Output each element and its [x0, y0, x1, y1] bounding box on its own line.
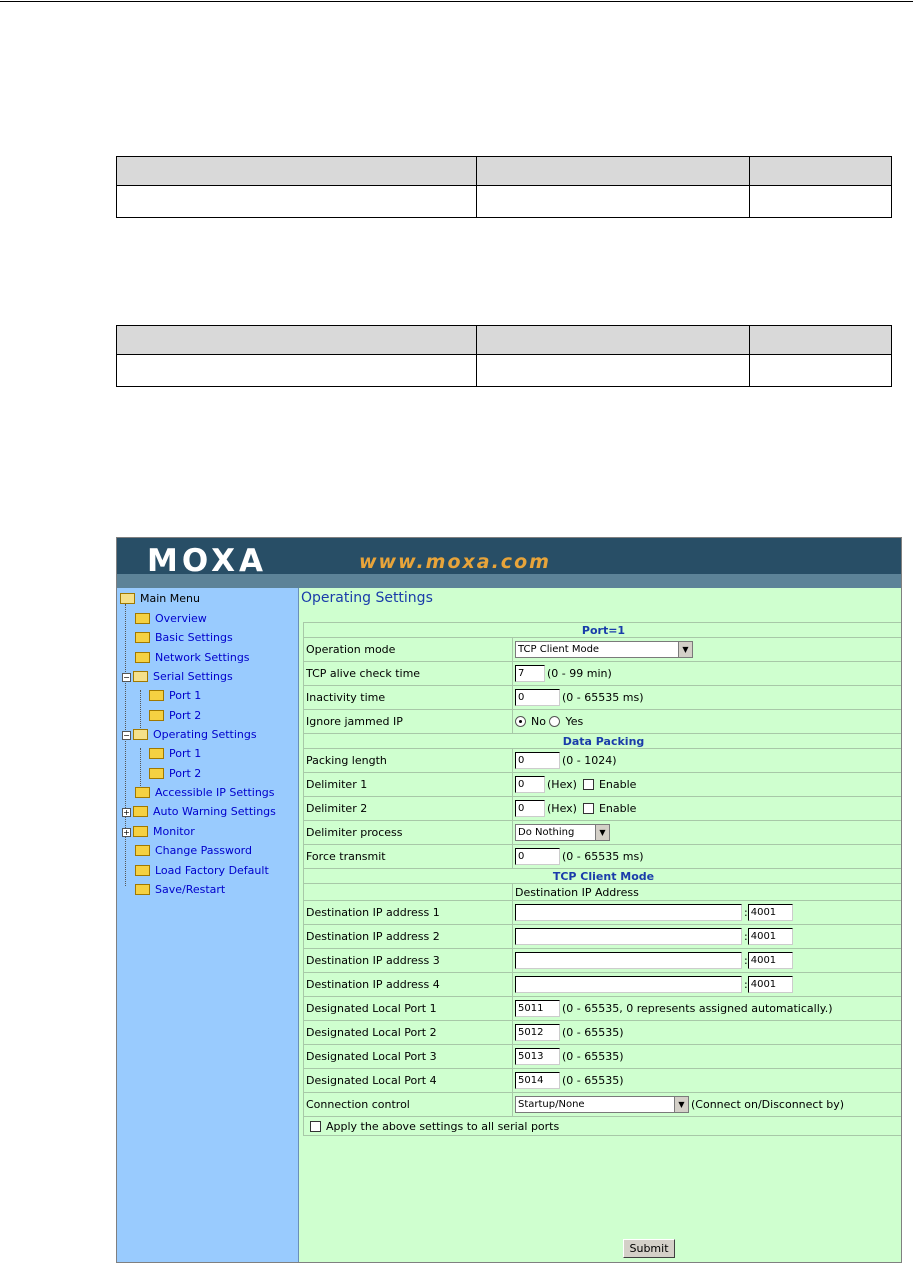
tcp-alive-input[interactable]: 7	[515, 665, 545, 682]
dropdown-arrow-icon: ▼	[674, 1097, 688, 1112]
submit-button[interactable]: Submit	[623, 1239, 675, 1258]
sidebar-item-change-password[interactable]: Change Password	[135, 844, 252, 857]
main-content	[299, 588, 902, 1263]
folder-icon	[135, 613, 150, 624]
dest-ip4-label: Destination IP address 4	[304, 973, 513, 997]
force-transmit-input[interactable]: 0	[515, 848, 560, 865]
sidebar-item-network-settings[interactable]: Network Settings	[135, 651, 250, 664]
force-transmit-label: Force transmit	[304, 845, 513, 869]
sidebar-menu	[117, 588, 299, 1263]
delimiter-process-select[interactable]: Do Nothing ▼	[515, 824, 610, 841]
inactivity-hint: (0 - 65535 ms)	[562, 691, 644, 704]
sidebar-item-overview[interactable]: Overview	[135, 612, 207, 625]
ignore-jammed-no-radio[interactable]	[515, 716, 526, 727]
dest-ip-header: Destination IP Address	[513, 884, 903, 901]
apply-all-checkbox[interactable]	[310, 1121, 321, 1132]
folder-icon	[135, 652, 150, 663]
dest-ip3-input[interactable]	[515, 952, 742, 969]
dest-ip4-port-input[interactable]: 4001	[748, 976, 793, 993]
dest-ip2-port-input[interactable]: 4001	[748, 928, 793, 945]
sidebar-item-main-menu[interactable]: Main Menu	[120, 592, 200, 605]
dest-ip1-port-input[interactable]: 4001	[748, 904, 793, 921]
sidebar-item-load-factory-default[interactable]: Load Factory Default	[135, 864, 269, 877]
local-port3-hint: (0 - 65535)	[562, 1050, 624, 1063]
folder-icon	[133, 806, 148, 817]
operating-settings-form: Port=1 Operation mode TCP Client Mode ▼ TCP alive check time 7 (0 - 99 min) Inactivity time 0 (0 - 65535 ms) Ignore jammed IP No Yes Data Packing Packing length 0 (0 - 1024) Delimiter 1 0 (Hex) Enable Delimiter 2 0 (Hex) Enable Delimiter process Do Nothing ▼ Force transmit 0 (0 - 65535 ms) TCP Client Mode Destination IP Address Destination IP address 1 : 4001 Destination IP address 2 : 4001 Destination IP address 3 : 4001 Destination IP address 4 : 4001 Designated Local Port 1 5011 (0 - 65535, 0 represents assigned automatically.) Designated Local Port 2 5012 (0 - 65535) Designated Local Port 3 5013 (0 - 65535) Designated Local Port 4 5014 (0 - 65535) Connection control Startup/None ▼ (Connect on/Disconnect by) Apply the above settings to all serial ports	[303, 622, 902, 1136]
folder-icon	[149, 748, 164, 759]
dest-ip4-input[interactable]	[515, 976, 742, 993]
sidebar-item-serial-settings[interactable]: − Serial Settings	[123, 670, 233, 683]
sidebar-item-basic-settings[interactable]: Basic Settings	[135, 631, 233, 644]
moxa-web-console-screenshot	[116, 537, 902, 1263]
dest-ip3-port-input[interactable]: 4001	[748, 952, 793, 969]
inactivity-input[interactable]: 0	[515, 689, 560, 706]
delimiter2-label: Delimiter 2	[304, 797, 513, 821]
folder-icon	[135, 632, 150, 643]
local-port2-label: Designated Local Port 2	[304, 1021, 513, 1045]
dest-ip2-input[interactable]	[515, 928, 742, 945]
moxa-url[interactable]: www.moxa.com	[359, 551, 551, 573]
folder-icon	[135, 787, 150, 798]
packing-length-input[interactable]: 0	[515, 752, 560, 769]
delimiter2-input[interactable]: 0	[515, 800, 545, 817]
local-port3-input[interactable]: 5013	[515, 1048, 560, 1065]
sidebar-item-operating-port2[interactable]: Port 2	[149, 767, 201, 780]
ignore-jammed-label: Ignore jammed IP	[304, 710, 513, 734]
local-port1-input[interactable]: 5011	[515, 1000, 560, 1017]
delimiter1-input[interactable]: 0	[515, 776, 545, 793]
moxa-logo: MOXA	[147, 543, 267, 579]
empty-table-2	[116, 325, 892, 387]
inactivity-label: Inactivity time	[304, 686, 513, 710]
moxa-banner	[117, 538, 902, 588]
sidebar-item-serial-port2[interactable]: Port 2	[149, 709, 201, 722]
local-port4-label: Designated Local Port 4	[304, 1069, 513, 1093]
expand-icon[interactable]: +	[123, 807, 130, 817]
data-packing-header: Data Packing	[304, 734, 903, 749]
ignore-jammed-yes-radio[interactable]	[549, 716, 560, 727]
dest-ip1-label: Destination IP address 1	[304, 901, 513, 925]
tcp-alive-hint: (0 - 99 min)	[547, 667, 612, 680]
local-port4-hint: (0 - 65535)	[562, 1074, 624, 1087]
connection-control-select[interactable]: Startup/None ▼	[515, 1096, 689, 1113]
expand-icon[interactable]: +	[123, 827, 130, 837]
delimiter1-label: Delimiter 1	[304, 773, 513, 797]
folder-icon	[133, 826, 148, 837]
delimiter1-enable-checkbox[interactable]	[583, 779, 594, 790]
dest-ip2-label: Destination IP address 2	[304, 925, 513, 949]
sidebar-item-operating-settings[interactable]: − Operating Settings	[123, 728, 257, 741]
connection-control-hint: (Connect on/Disconnect by)	[691, 1098, 845, 1111]
folder-icon	[149, 690, 164, 701]
folder-open-icon	[133, 729, 148, 740]
tcp-client-header: TCP Client Mode	[304, 869, 903, 884]
page-title: Operating Settings	[301, 590, 433, 606]
collapse-icon[interactable]: −	[123, 730, 130, 740]
dest-ip1-input[interactable]	[515, 904, 742, 921]
sidebar-item-save-restart[interactable]: Save/Restart	[135, 883, 225, 896]
folder-icon	[149, 710, 164, 721]
apply-all-label: Apply the above settings to all serial ports	[326, 1119, 560, 1133]
local-port1-label: Designated Local Port 1	[304, 997, 513, 1021]
folder-icon	[135, 884, 150, 895]
packing-length-hint: (0 - 1024)	[562, 754, 617, 767]
sidebar-item-auto-warning[interactable]: + Auto Warning Settings	[123, 805, 276, 818]
operation-mode-select[interactable]: TCP Client Mode ▼	[515, 641, 693, 658]
local-port2-input[interactable]: 5012	[515, 1024, 560, 1041]
sidebar-item-operating-port1[interactable]: Port 1	[149, 747, 201, 760]
sidebar-item-serial-port1[interactable]: Port 1	[149, 689, 201, 702]
collapse-icon[interactable]: −	[123, 672, 130, 682]
port-header: Port=1	[304, 623, 903, 638]
delimiter-process-label: Delimiter process	[304, 821, 513, 845]
dropdown-arrow-icon: ▼	[678, 642, 692, 657]
dest-ip3-label: Destination IP address 3	[304, 949, 513, 973]
local-port2-hint: (0 - 65535)	[562, 1026, 624, 1039]
delimiter2-enable-checkbox[interactable]	[583, 803, 594, 814]
sidebar-item-accessible-ip[interactable]: Accessible IP Settings	[135, 786, 275, 799]
sidebar-item-monitor[interactable]: + Monitor	[123, 825, 195, 838]
folder-icon	[135, 845, 150, 856]
connection-control-label: Connection control	[304, 1093, 513, 1117]
folder-open-icon	[120, 593, 135, 604]
page-top-rule	[0, 1, 913, 2]
folder-icon	[135, 865, 150, 876]
packing-length-label: Packing length	[304, 749, 513, 773]
operation-mode-label: Operation mode	[304, 638, 513, 662]
local-port3-label: Designated Local Port 3	[304, 1045, 513, 1069]
folder-open-icon	[133, 671, 148, 682]
local-port1-hint: (0 - 65535, 0 represents assigned automatically.)	[562, 1002, 833, 1015]
dropdown-arrow-icon: ▼	[595, 825, 609, 840]
folder-icon	[149, 768, 164, 779]
empty-table-1	[116, 156, 892, 218]
local-port4-input[interactable]: 5014	[515, 1072, 560, 1089]
force-transmit-hint: (0 - 65535 ms)	[562, 850, 644, 863]
tcp-alive-label: TCP alive check time	[304, 662, 513, 686]
